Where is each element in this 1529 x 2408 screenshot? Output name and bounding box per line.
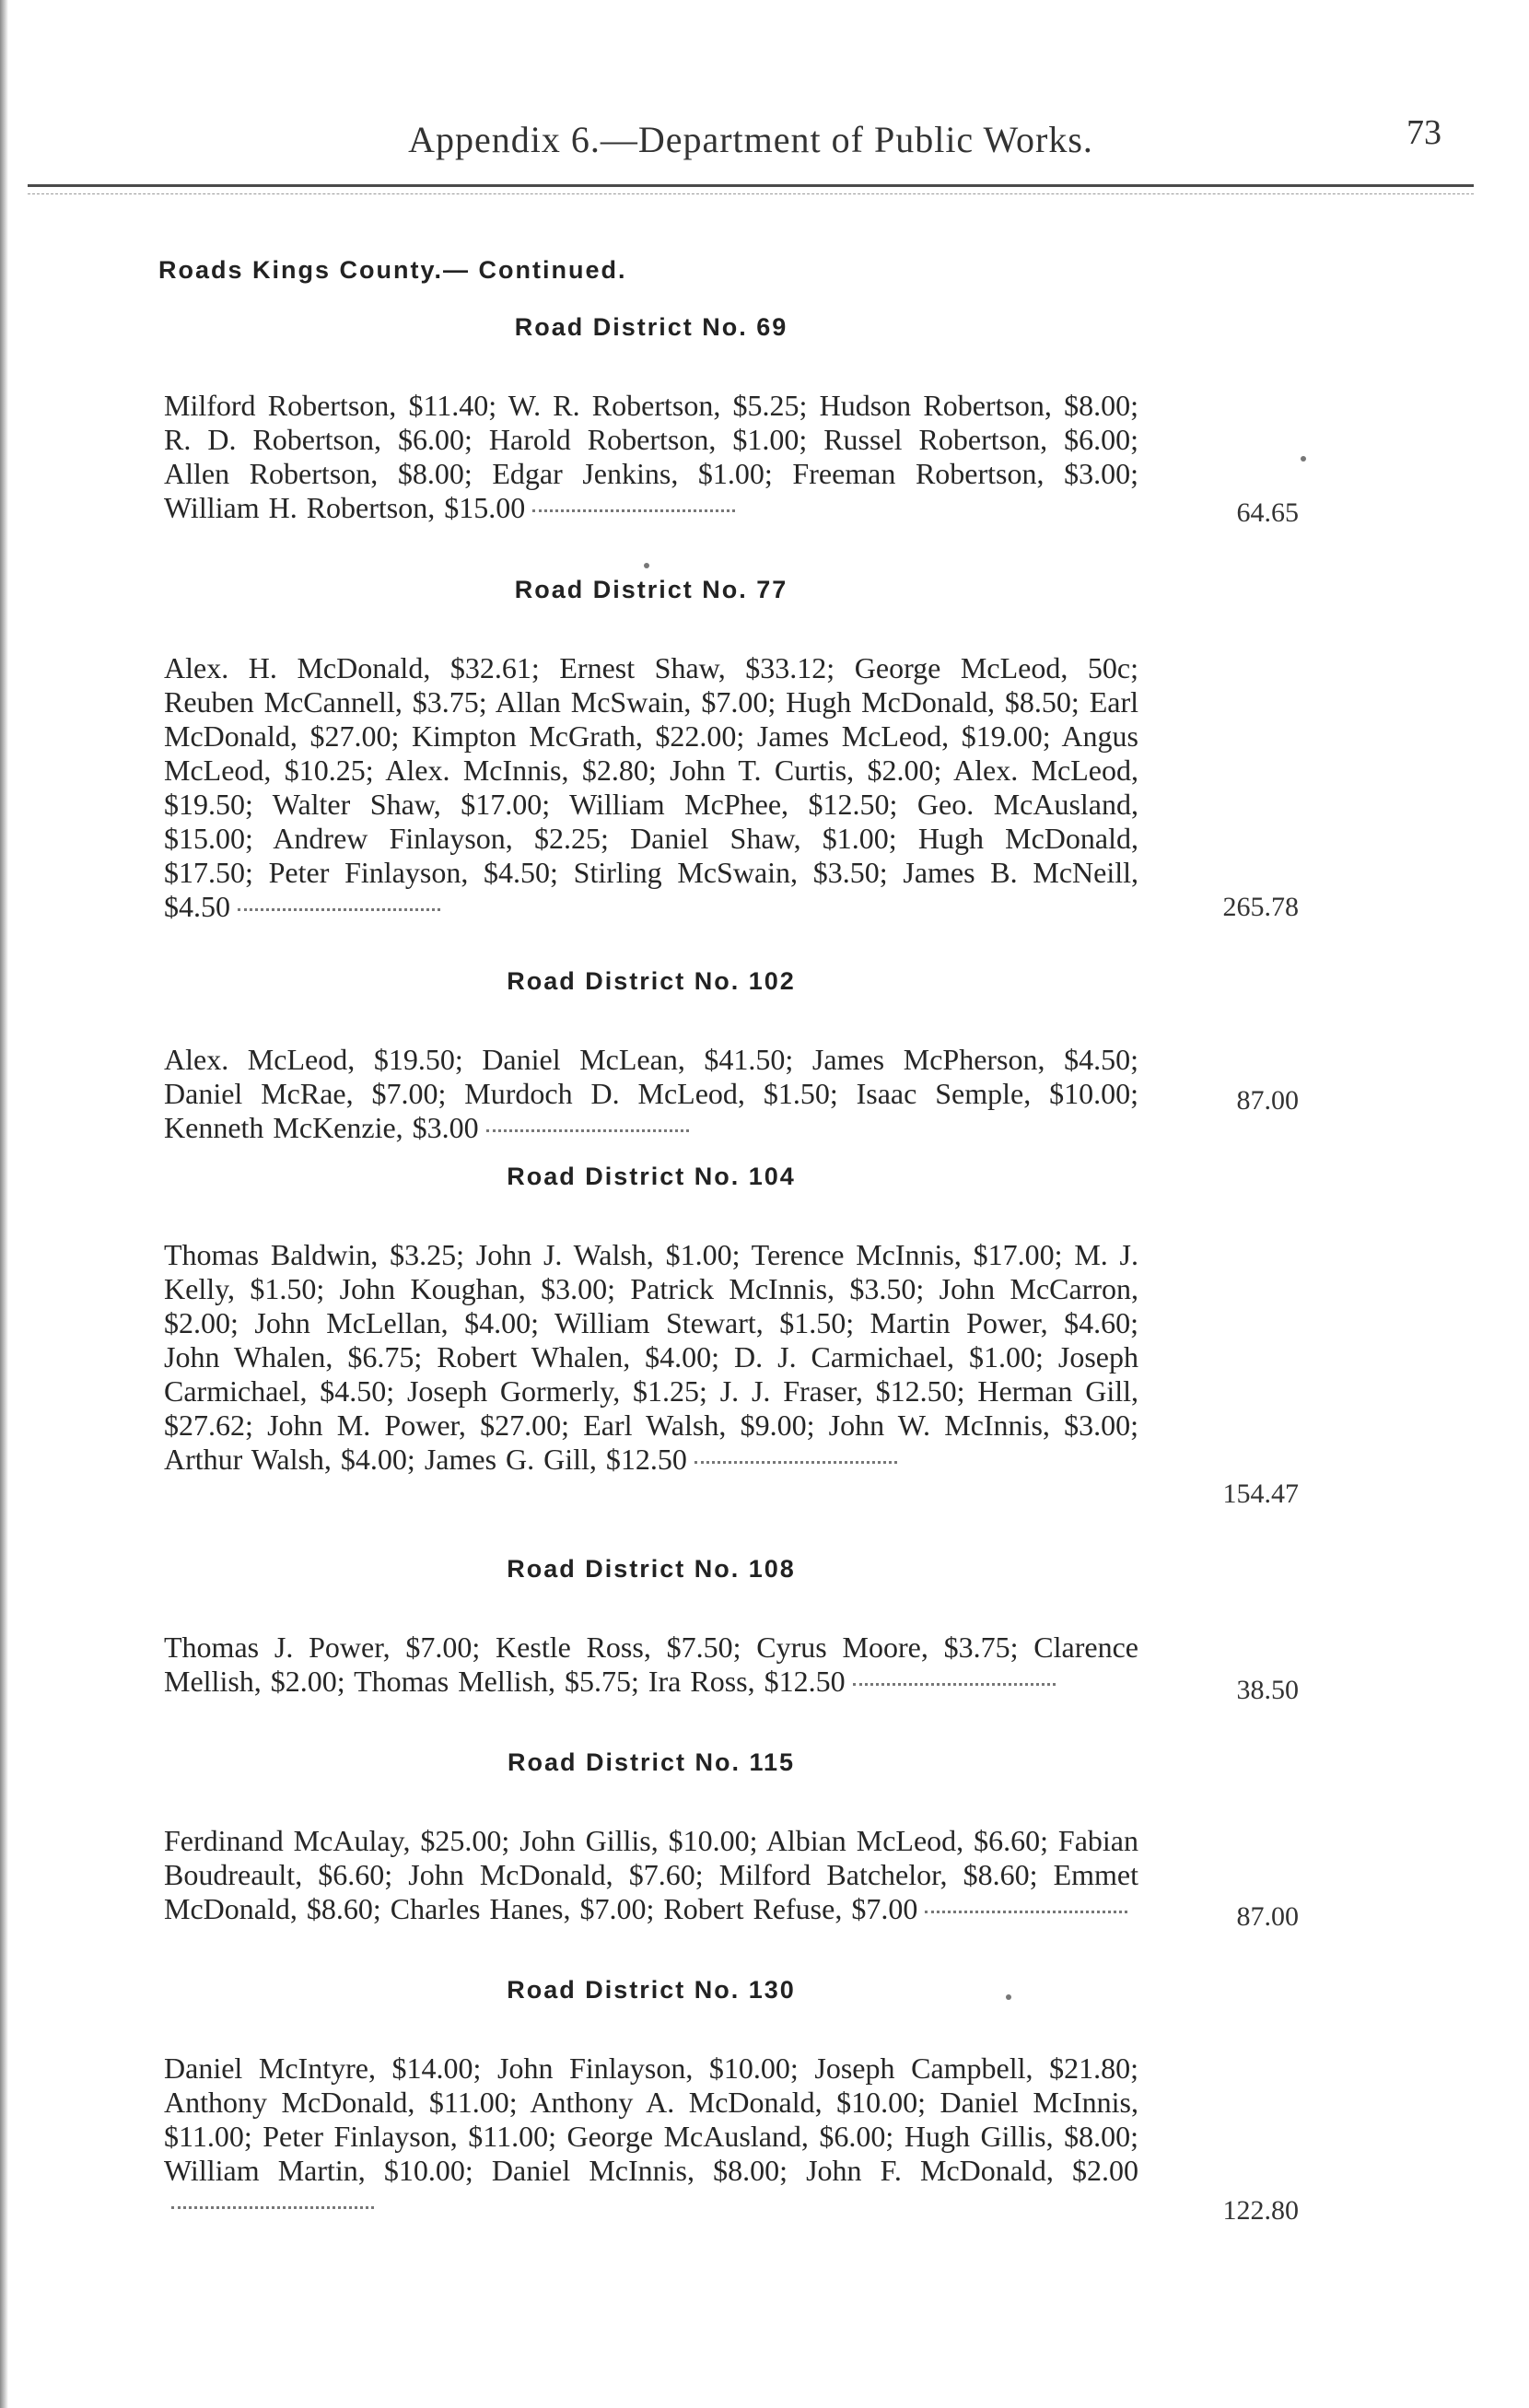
dot-leader [853,1683,1056,1686]
district-block [164,1748,1138,1926]
district-entries [164,2051,1138,2222]
dot-leader [486,1129,689,1132]
section-title: Roads Kings County.— Continued. [158,256,627,284]
district-total: 87.00 [1236,1901,1299,1932]
district-entries [164,1043,1138,1145]
dot-leader [925,1911,1127,1913]
district-total: 87.00 [1236,1085,1299,1116]
district-title: Road District No. 130 [507,1976,796,2004]
dot-leader [238,908,440,911]
district-block [164,1976,1138,2222]
district-title: Road District No. 115 [507,1748,796,1776]
ink-speck [1006,1994,1011,2000]
entries-text: Ferdinand McAulay, $25.00; John Gillis, $10.00; Albian McLeod, $6.60; Fabian Boudreault, $6.60; John McDonald, $7.60; Milford Batchelor, $8.60; Emmet McDonald, $8.60; Charles Hanes, $7.00; Robert Refuse, $7.00 [164,1824,1138,1925]
district-entries [164,389,1138,525]
district-title: Road District No. 77 [514,576,788,603]
entries-text: Daniel McIntyre, $14.00; John Finlayson, $10.00; Joseph Campbell, $21.80; Anthony McDonald, $11.00; Anthony A. McDonald, $10.00; Daniel McInnis, $11.00; Peter Finlayson, $11.00; George McAusland, $6.00; Hugh Gillis, $8.00; William Martin, $10.00; Daniel McInnis, $8.00; John F. McDonald, $2.00 [164,2051,1138,2187]
entries-text: Alex. H. McDonald, $32.61; Ernest Shaw, $33.12; George McLeod, 50c; Reuben McCannell, $3.75; Allan McSwain, $7.00; Hugh McDonald, $8.50; Earl McDonald, $27.00; Kimpton McGrath, $22.00; James McLeod, $19.00; Angus McLeod, $10.25; Alex. McInnis, $2.80; John T. Curtis, $2.00; Alex. McLeod, $19.50; Walter Shaw, $17.00; William McPhee, $12.50; Geo. McAusland, $15.00; Andrew Finlayson, $2.25; Daniel Shaw, $1.00; Hugh McDonald, $17.50; Peter Finlayson, $4.50; Stirling McSwain, $3.50; James B. McNeill, $4.50 [164,651,1138,923]
entries-text: Milford Robertson, $11.40; W. R. Robertson, $5.25; Hudson Robertson, $8.00; R. D. Robertson, $6.00; Harold Robertson, $1.00; Russel Robertson, $6.00; Allen Robertson, $8.00; Edgar Jenkins, $1.00; Freeman Robertson, $3.00; William H. Robertson, $15.00 [164,389,1138,524]
header-rule-secondary [28,193,1474,194]
district-title: Road District No. 104 [507,1163,796,1190]
district-block [164,967,1138,1145]
district-total: 265.78 [1222,892,1299,922]
district-title: Road District No. 69 [514,313,788,341]
district-total: 154.47 [1222,1479,1299,1509]
district-entries [164,651,1138,924]
page-edge [0,0,8,2408]
header-rule [28,184,1474,187]
dot-leader [694,1461,897,1464]
dot-leader [532,509,735,512]
ink-speck [644,563,649,568]
district-title: Road District No. 108 [507,1555,796,1583]
district-total: 122.80 [1222,2195,1299,2226]
district-block [164,313,1138,525]
district-title: Road District No. 102 [507,967,796,995]
district-total: 64.65 [1236,497,1299,528]
district-total: 38.50 [1236,1675,1299,1705]
running-header: Appendix 6.—Department of Public Works. [408,119,1093,160]
district-block [164,576,1138,924]
district-block [164,1163,1138,1477]
entries-text: Thomas J. Power, $7.00; Kestle Ross, $7.50; Cyrus Moore, $3.75; Clarence Mellish, $2.00; Thomas Mellish, $5.75; Ira Ross, $12.50 [164,1631,1138,1698]
entries-text: Thomas Baldwin, $3.25; John J. Walsh, $1.00; Terence McInnis, $17.00; M. J. Kelly, $1.50; John Koughan, $3.00; Patrick McInnis, $3.50; John McCarron, $2.00; John McLellan, $4.00; William Stewart, $1.50; Martin Power, $4.60; John Whalen, $6.75; Robert Whalen, $4.00; D. J. Carmichael, $1.00; Joseph Carmichael, $4.50; Joseph Gormerly, $1.25; J. J. Fraser, $12.50; Herman Gill, $27.62; John M. Power, $27.00; Earl Walsh, $9.00; John W. McInnis, $3.00; Arthur Walsh, $4.00; James G. Gill, $12.50 [164,1238,1138,1476]
district-entries [164,1238,1138,1477]
entries-text: Alex. McLeod, $19.50; Daniel McLean, $41.50; James McPherson, $4.50; Daniel McRae, $7.00; Murdoch D. McLeod, $1.50; Isaac Semple, $10.00; Kenneth McKenzie, $3.00 [164,1043,1138,1144]
district-block [164,1555,1138,1699]
page-number: 73 [1406,113,1441,152]
dot-leader [171,2206,374,2209]
district-entries [164,1631,1138,1699]
ink-speck [1301,456,1306,462]
district-entries [164,1824,1138,1926]
